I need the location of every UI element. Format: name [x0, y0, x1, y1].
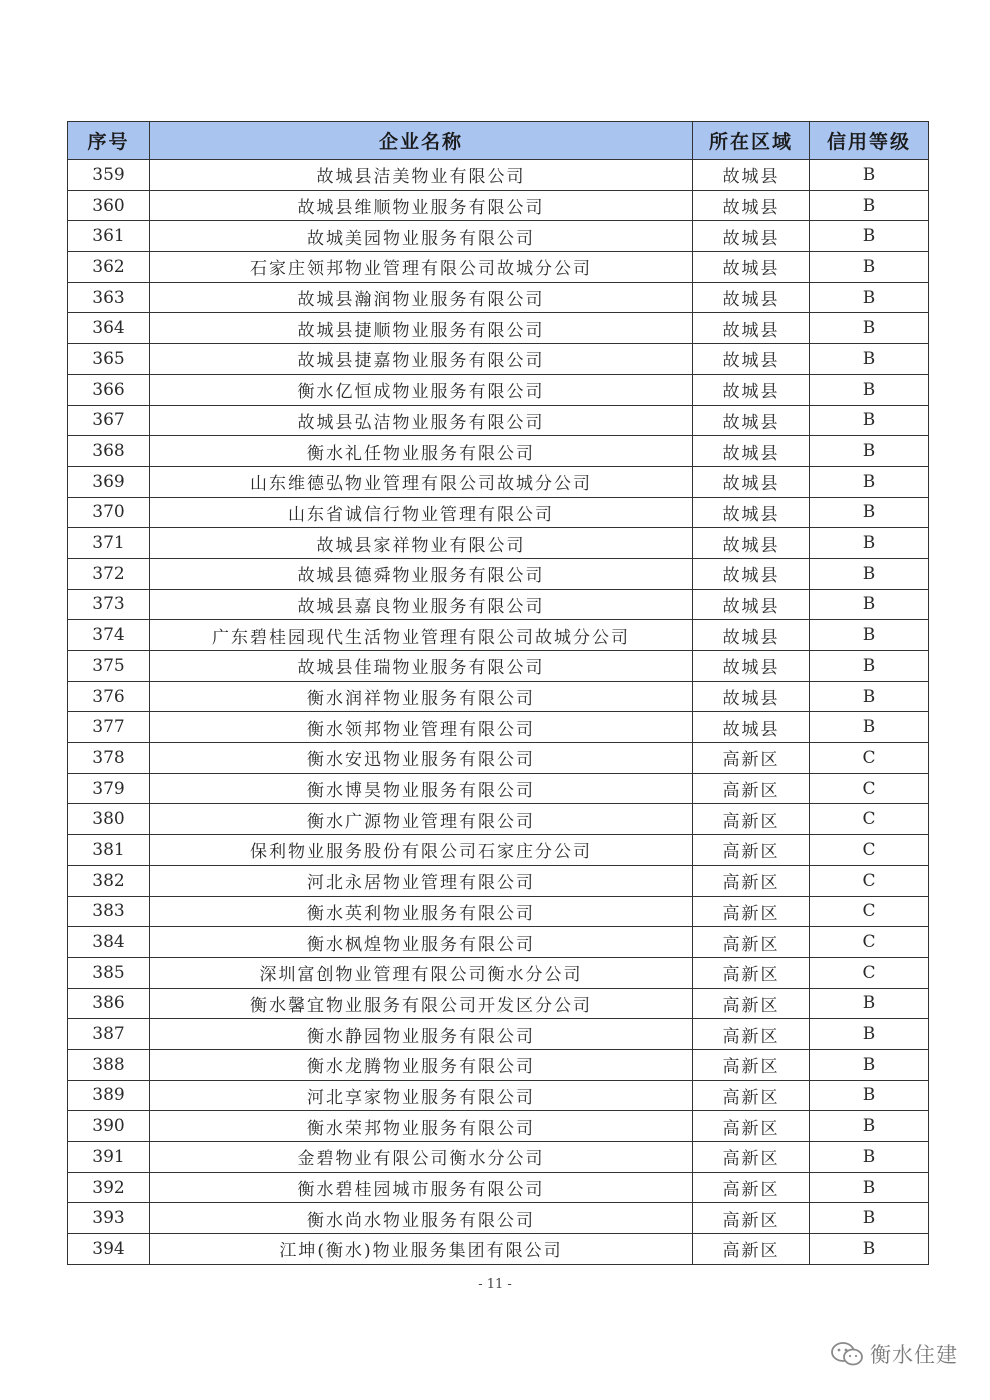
cell-company-name: 衡水枫煌物业服务有限公司	[150, 927, 693, 958]
cell-company-name: 衡水龙腾物业服务有限公司	[150, 1049, 693, 1080]
table-row	[68, 1172, 929, 1203]
cell-company-name: 衡水博昊物业服务有限公司	[150, 773, 693, 804]
table-row	[68, 221, 929, 252]
cell-credit-level: B	[810, 497, 929, 528]
cell-credit-level: B	[810, 1234, 929, 1265]
watermark	[830, 1339, 958, 1369]
cell-credit-level: C	[810, 804, 929, 835]
cell-region: 高新区	[693, 773, 810, 804]
cell-credit-level: B	[810, 1019, 929, 1050]
cell-credit-level: B	[810, 1049, 929, 1080]
cell-index: 371	[68, 528, 150, 559]
table-row	[68, 1203, 929, 1234]
cell-region: 高新区	[693, 804, 810, 835]
table-row	[68, 344, 929, 375]
cell-credit-level: B	[810, 558, 929, 589]
cell-region: 高新区	[693, 1111, 810, 1142]
cell-index: 391	[68, 1142, 150, 1173]
cell-index: 382	[68, 865, 150, 896]
cell-region: 故城县	[693, 681, 810, 712]
cell-company-name: 故城县佳瑞物业服务有限公司	[150, 651, 693, 682]
cell-credit-level: B	[810, 405, 929, 436]
cell-index: 369	[68, 466, 150, 497]
cell-company-name: 山东维德弘物业管理有限公司故城分公司	[150, 466, 693, 497]
cell-region: 高新区	[693, 957, 810, 988]
cell-index: 373	[68, 589, 150, 620]
cell-credit-level: B	[810, 1080, 929, 1111]
table-row	[68, 160, 929, 191]
cell-company-name: 保利物业服务股份有限公司石家庄分公司	[150, 835, 693, 866]
cell-index: 383	[68, 896, 150, 927]
cell-credit-level: C	[810, 743, 929, 774]
cell-credit-level: B	[810, 589, 929, 620]
table-row	[68, 988, 929, 1019]
cell-region: 故城县	[693, 589, 810, 620]
cell-company-name: 故城县弘洁物业服务有限公司	[150, 405, 693, 436]
cell-company-name: 山东省诚信行物业管理有限公司	[150, 497, 693, 528]
cell-index: 365	[68, 344, 150, 375]
cell-index: 384	[68, 927, 150, 958]
cell-company-name: 衡水亿恒成物业服务有限公司	[150, 374, 693, 405]
cell-region: 故城县	[693, 344, 810, 375]
cell-region: 故城县	[693, 436, 810, 467]
cell-index: 374	[68, 620, 150, 651]
table-row	[68, 466, 929, 497]
cell-index: 380	[68, 804, 150, 835]
table-row	[68, 313, 929, 344]
cell-index: 361	[68, 221, 150, 252]
page-number: - 11 -	[478, 1277, 512, 1292]
table-row	[68, 589, 929, 620]
header-region: 所在区域	[693, 122, 810, 160]
cell-credit-level: B	[810, 1111, 929, 1142]
cell-region: 故城县	[693, 466, 810, 497]
cell-company-name: 江坤(衡水)物业服务集团有限公司	[150, 1234, 693, 1265]
cell-region: 高新区	[693, 1049, 810, 1080]
table-row	[68, 1019, 929, 1050]
credit-rating-table	[67, 121, 929, 1265]
table-row	[68, 804, 929, 835]
cell-company-name: 石家庄领邦物业管理有限公司故城分公司	[150, 252, 693, 283]
cell-credit-level: C	[810, 773, 929, 804]
cell-region: 高新区	[693, 1142, 810, 1173]
cell-company-name: 衡水碧桂园城市服务有限公司	[150, 1172, 693, 1203]
cell-region: 高新区	[693, 1234, 810, 1265]
header-index: 序号	[68, 122, 150, 160]
cell-region: 故城县	[693, 558, 810, 589]
cell-credit-level: B	[810, 313, 929, 344]
cell-index: 378	[68, 743, 150, 774]
cell-company-name: 衡水荣邦物业服务有限公司	[150, 1111, 693, 1142]
cell-region: 故城县	[693, 620, 810, 651]
cell-index: 364	[68, 313, 150, 344]
table-row	[68, 896, 929, 927]
cell-company-name: 河北享家物业服务有限公司	[150, 1080, 693, 1111]
cell-credit-level: B	[810, 712, 929, 743]
cell-index: 359	[68, 160, 150, 191]
cell-credit-level: B	[810, 988, 929, 1019]
cell-region: 高新区	[693, 865, 810, 896]
cell-company-name: 河北永居物业管理有限公司	[150, 865, 693, 896]
cell-index: 387	[68, 1019, 150, 1050]
cell-company-name: 广东碧桂园现代生活物业管理有限公司故城分公司	[150, 620, 693, 651]
cell-credit-level: B	[810, 160, 929, 191]
table-row	[68, 957, 929, 988]
cell-company-name: 衡水润祥物业服务有限公司	[150, 681, 693, 712]
cell-region: 高新区	[693, 743, 810, 774]
cell-index: 360	[68, 190, 150, 221]
cell-region: 高新区	[693, 835, 810, 866]
cell-index: 376	[68, 681, 150, 712]
cell-region: 故城县	[693, 528, 810, 559]
header-company-name: 企业名称	[150, 122, 693, 160]
table-row	[68, 865, 929, 896]
cell-index: 372	[68, 558, 150, 589]
cell-index: 368	[68, 436, 150, 467]
table-row	[68, 620, 929, 651]
cell-credit-level: B	[810, 252, 929, 283]
cell-index: 394	[68, 1234, 150, 1265]
cell-index: 381	[68, 835, 150, 866]
cell-credit-level: B	[810, 1203, 929, 1234]
table-row	[68, 558, 929, 589]
cell-index: 393	[68, 1203, 150, 1234]
cell-company-name: 故城县维顺物业服务有限公司	[150, 190, 693, 221]
cell-credit-level: C	[810, 957, 929, 988]
cell-company-name: 衡水馨宜物业服务有限公司开发区分公司	[150, 988, 693, 1019]
cell-company-name: 衡水安迅物业服务有限公司	[150, 743, 693, 774]
cell-region: 高新区	[693, 927, 810, 958]
cell-index: 388	[68, 1049, 150, 1080]
header-credit-level: 信用等级	[810, 122, 929, 160]
cell-index: 362	[68, 252, 150, 283]
table-row	[68, 1111, 929, 1142]
cell-region: 故城县	[693, 190, 810, 221]
watermark-text: 衡水住建	[870, 1343, 958, 1367]
cell-credit-level: B	[810, 651, 929, 682]
table-row	[68, 651, 929, 682]
cell-company-name: 故城县嘉良物业服务有限公司	[150, 589, 693, 620]
cell-credit-level: B	[810, 436, 929, 467]
cell-region: 高新区	[693, 1172, 810, 1203]
table-row	[68, 743, 929, 774]
table-row	[68, 773, 929, 804]
cell-company-name: 衡水英利物业服务有限公司	[150, 896, 693, 927]
cell-region: 故城县	[693, 651, 810, 682]
table-row	[68, 282, 929, 313]
cell-region: 故城县	[693, 252, 810, 283]
cell-region: 故城县	[693, 497, 810, 528]
cell-index: 386	[68, 988, 150, 1019]
table-body	[68, 160, 929, 1265]
cell-region: 故城县	[693, 282, 810, 313]
table-row	[68, 835, 929, 866]
cell-region: 故城县	[693, 374, 810, 405]
cell-region: 高新区	[693, 988, 810, 1019]
cell-credit-level: B	[810, 620, 929, 651]
table-row	[68, 374, 929, 405]
cell-company-name: 故城县捷嘉物业服务有限公司	[150, 344, 693, 375]
cell-index: 377	[68, 712, 150, 743]
table-row	[68, 252, 929, 283]
cell-region: 高新区	[693, 1080, 810, 1111]
cell-company-name: 故城美园物业服务有限公司	[150, 221, 693, 252]
cell-company-name: 衡水广源物业管理有限公司	[150, 804, 693, 835]
cell-credit-level: B	[810, 528, 929, 559]
cell-company-name: 故城县捷顺物业服务有限公司	[150, 313, 693, 344]
cell-index: 366	[68, 374, 150, 405]
cell-company-name: 金碧物业有限公司衡水分公司	[150, 1142, 693, 1173]
cell-company-name: 故城县洁美物业有限公司	[150, 160, 693, 191]
cell-index: 389	[68, 1080, 150, 1111]
cell-company-name: 故城县瀚润物业服务有限公司	[150, 282, 693, 313]
cell-index: 392	[68, 1172, 150, 1203]
cell-credit-level: B	[810, 190, 929, 221]
cell-index: 379	[68, 773, 150, 804]
cell-region: 高新区	[693, 1203, 810, 1234]
table-row	[68, 405, 929, 436]
cell-company-name: 衡水领邦物业管理有限公司	[150, 712, 693, 743]
cell-credit-level: B	[810, 681, 929, 712]
cell-region: 高新区	[693, 1019, 810, 1050]
cell-company-name: 衡水静园物业服务有限公司	[150, 1019, 693, 1050]
cell-credit-level: C	[810, 896, 929, 927]
table-header-row	[68, 122, 929, 160]
cell-credit-level: B	[810, 282, 929, 313]
cell-credit-level: B	[810, 374, 929, 405]
table-row	[68, 528, 929, 559]
table-row	[68, 436, 929, 467]
cell-credit-level: B	[810, 466, 929, 497]
table-row	[68, 681, 929, 712]
cell-region: 故城县	[693, 313, 810, 344]
cell-credit-level: C	[810, 927, 929, 958]
cell-index: 370	[68, 497, 150, 528]
cell-index: 390	[68, 1111, 150, 1142]
cell-company-name: 衡水尚水物业服务有限公司	[150, 1203, 693, 1234]
cell-company-name: 故城县家祥物业有限公司	[150, 528, 693, 559]
wechat-icon	[830, 1341, 864, 1367]
cell-region: 故城县	[693, 712, 810, 743]
table-row	[68, 1049, 929, 1080]
cell-index: 375	[68, 651, 150, 682]
table-row	[68, 927, 929, 958]
cell-region: 故城县	[693, 405, 810, 436]
cell-region: 故城县	[693, 221, 810, 252]
table-row	[68, 497, 929, 528]
cell-region: 故城县	[693, 160, 810, 191]
table-row	[68, 712, 929, 743]
cell-credit-level: C	[810, 835, 929, 866]
cell-credit-level: B	[810, 1172, 929, 1203]
cell-index: 385	[68, 957, 150, 988]
cell-region: 高新区	[693, 896, 810, 927]
cell-company-name: 故城县德舜物业服务有限公司	[150, 558, 693, 589]
cell-index: 363	[68, 282, 150, 313]
cell-company-name: 深圳富创物业管理有限公司衡水分公司	[150, 957, 693, 988]
table-row	[68, 190, 929, 221]
cell-credit-level: B	[810, 221, 929, 252]
cell-index: 367	[68, 405, 150, 436]
cell-credit-level: B	[810, 344, 929, 375]
cell-credit-level: C	[810, 865, 929, 896]
table-row	[68, 1080, 929, 1111]
cell-credit-level: B	[810, 1142, 929, 1173]
table-row	[68, 1234, 929, 1265]
cell-company-name: 衡水礼任物业服务有限公司	[150, 436, 693, 467]
table-row	[68, 1142, 929, 1173]
